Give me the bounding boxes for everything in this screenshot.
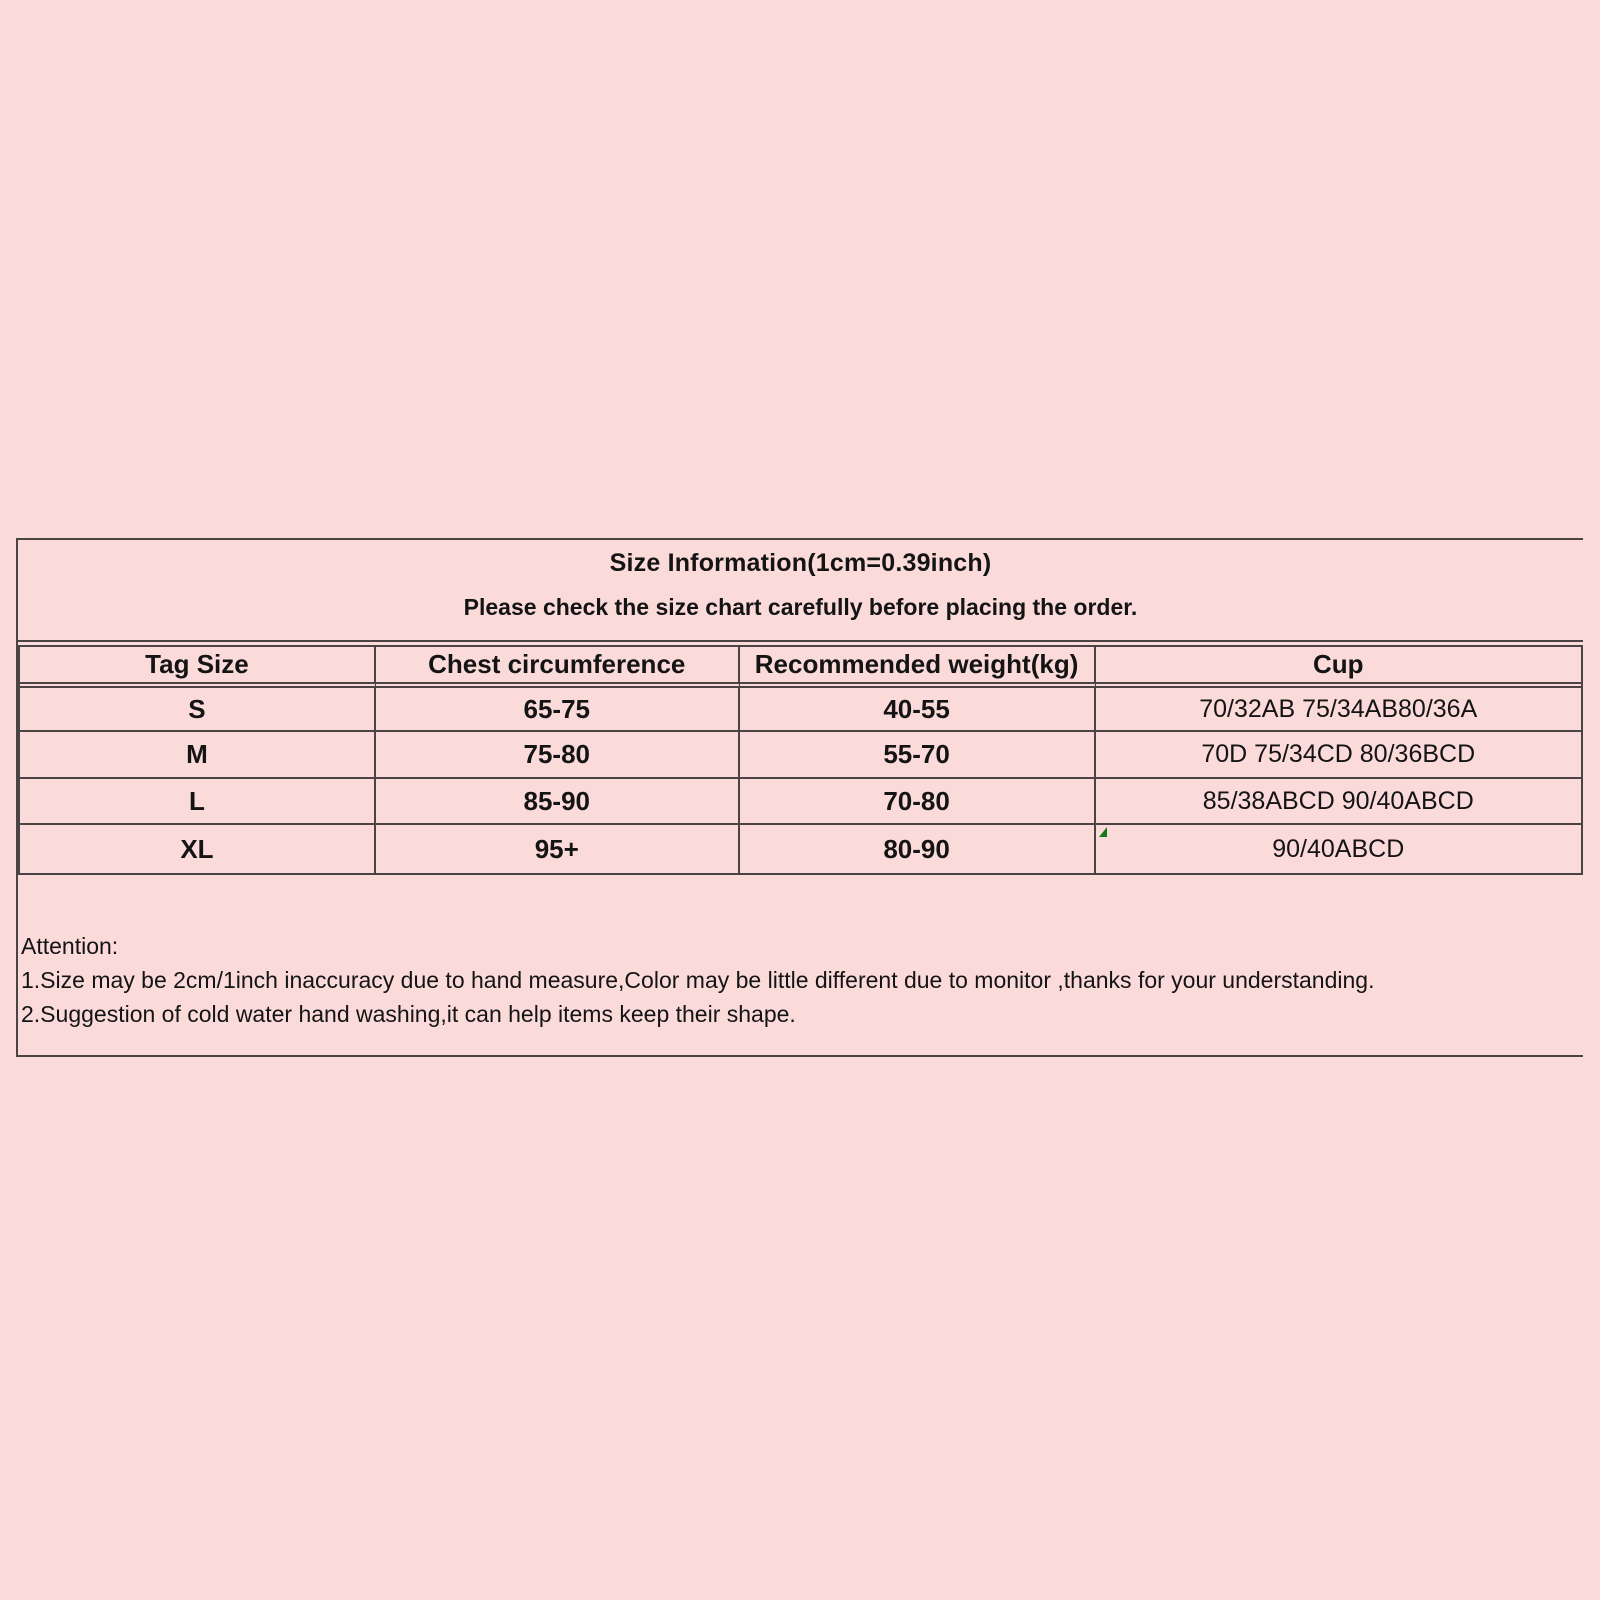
- cell-cup: 70D 75/34CD 80/36BCD: [1096, 732, 1581, 779]
- header-tag-size: Tag Size: [20, 647, 376, 688]
- header-chest-circumference: Chest circumference: [376, 647, 740, 688]
- header-recommended-weight: Recommended weight(kg): [740, 647, 1096, 688]
- header-cup: Cup: [1096, 647, 1581, 688]
- table-row-l: [20, 779, 1581, 825]
- cell-cup: 90/40ABCD: [1272, 834, 1405, 863]
- attention-note-1: 1.Size may be 2cm/1inch inaccuracy due to hand measure,Color may be little different due to monitor ,thanks for your understanding.: [21, 967, 1375, 993]
- cell-weight: 80-90: [740, 825, 1096, 873]
- attention-note-2: 2.Suggestion of cold water hand washing,it can help items keep their shape.: [21, 1001, 796, 1027]
- cell-tag-size: S: [20, 688, 376, 732]
- size-chart-subtitle: Please check the size chart carefully before placing the order.: [463, 594, 1138, 620]
- title-block: [18, 540, 1583, 642]
- table-row-m: [20, 732, 1581, 779]
- cell-cup: 85/38ABCD 90/40ABCD: [1096, 779, 1581, 825]
- cell-weight: 55-70: [740, 732, 1096, 779]
- size-table-header-row: [20, 647, 1581, 688]
- attention-heading: Attention:: [21, 933, 119, 959]
- cell-tag-size: XL: [20, 825, 376, 873]
- table-row-s: [20, 688, 1581, 732]
- table-row-xl: [20, 825, 1581, 873]
- size-table: [18, 645, 1583, 875]
- cell-chest: 75-80: [376, 732, 740, 779]
- cell-tag-size: M: [20, 732, 376, 779]
- cell-chest: 85-90: [376, 779, 740, 825]
- cell-weight: 70-80: [740, 779, 1096, 825]
- cell-chest: 65-75: [376, 688, 740, 732]
- cell-tag-size: L: [20, 779, 376, 825]
- attention-section: [18, 929, 1583, 1031]
- cell-cup: 70/32AB 75/34AB80/36A: [1096, 688, 1581, 732]
- size-chart-panel: [16, 538, 1583, 1057]
- cell-chest: 95+: [376, 825, 740, 873]
- size-chart-title: Size Information(1cm=0.39inch): [609, 549, 992, 577]
- cell-weight: 40-55: [740, 688, 1096, 732]
